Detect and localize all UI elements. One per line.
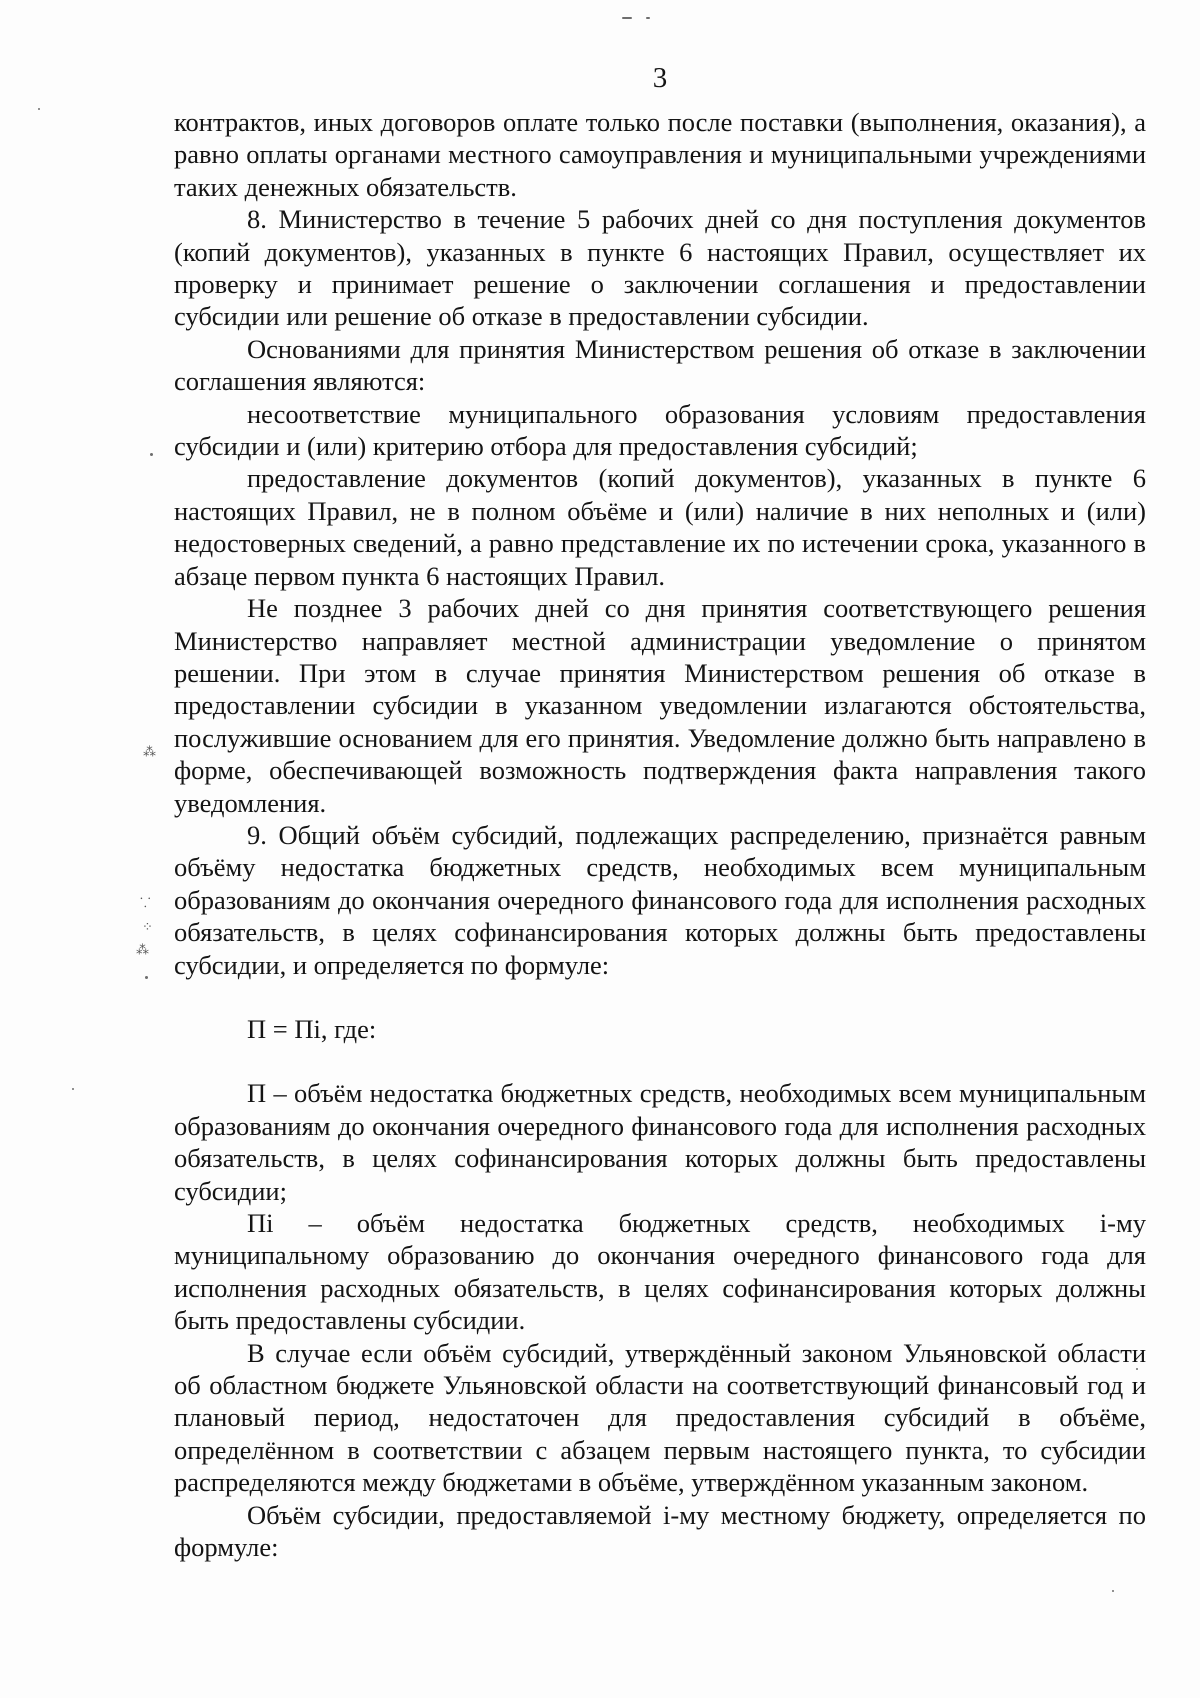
paragraph-insufficient-budget: В случае если объём субсидий, утверждённый законом Ульяновской области об областном бюджете Ульяновской области на соответствующий финансовый год и плановый период, недостаточен для предоставления субсидий в объёме, определённом в соответствии с абзацем первым настоящего пункта, то субсидии распределяются между бюджетами в объёме, утверждённом указанным законом. <box>174 1337 1146 1498</box>
document-body <box>174 106 1146 1563</box>
paragraph-notification: Не позднее 3 рабочих дней со дня принятия соответствующего решения Министерство направляет местной администрации уведомление о принятом решении. При этом в случае принятия Министерством решения об отказе в предоставлении субсидии в указанном уведомлении излагаются обстоятельства, послужившие основанием для его принятия. Уведомление должно быть направлено в форме, обеспечивающей возможность подтверждения факта направления такого уведомления. <box>174 593 1146 818</box>
scan-speck <box>1112 1590 1114 1592</box>
paragraph-definition-p: П – объём недостатка бюджетных средств, необходимых всем муниципальным образованиям до окончания очередного финансового года для исполнения расходных обязательств, в целях софинансирования которых должны быть предоставлены субсидии; <box>174 1078 1146 1206</box>
scan-speck <box>145 976 148 979</box>
scan-mark: ⁘ <box>142 920 153 935</box>
scan-speck <box>72 1088 74 1090</box>
scan-speck <box>646 17 650 19</box>
scan-speck <box>150 453 153 456</box>
scan-mark: ⁂ <box>136 943 149 958</box>
paragraph-item-9: 9. Общий объём субсидий, подлежащих распределению, признаётся равным объёму недостатка бюджетных средств, необходимых всем муниципальным образованиям до окончания очередного финансового года для исполнения расходных обязательств, в целях софинансирования которых должны быть предоставлены субсидии, и определяется по формуле: <box>174 819 1146 980</box>
scan-speck <box>622 17 632 19</box>
scan-mark: ⁂ <box>143 745 156 760</box>
scan-speck <box>1136 1368 1138 1370</box>
paragraph-continuation: контрактов, иных договоров оплате только после поставки (выполнения, оказания), а равно оплаты органами местного самоуправления и муниципальными учреждениями таких денежных обязательств. <box>174 107 1146 202</box>
paragraph-refusal-grounds: Основаниями для принятия Министерством решения об отказе в заключении соглашения являются: <box>174 333 1146 397</box>
page-number: 3 <box>652 62 668 94</box>
paragraph-ground-2: предоставление документов (копий документов), указанных в пункте 6 настоящих Правил, не в полном объёме и (или) наличие в них неполных и (или) недостоверных сведений, а равно представление их по истечении срока, указанного в абзаце первом пункта 6 настоящих Правил. <box>174 463 1146 591</box>
formula-line: П = Пi, где: <box>247 1013 377 1044</box>
paragraph-ground-1: несоответствие муниципального образования условиям предоставления субсидии и (или) критерию отбора для предоставления субсидий; <box>174 398 1146 462</box>
scan-speck <box>38 108 40 110</box>
paragraph-subsidy-formula-intro: Объём субсидии, предоставляемой i-му местному бюджету, определяется по формуле: <box>174 1499 1146 1563</box>
scan-mark: ⸪ <box>140 896 151 911</box>
paragraph-definition-pi: Пi – объём недостатка бюджетных средств, необходимых i-му муниципальному образованию до окончания очередного финансового года для исполнения расходных обязательств, в целях софинансирования которых должны быть предоставлены субсидии. <box>174 1208 1146 1336</box>
paragraph-item-8: 8. Министерство в течение 5 рабочих дней со дня поступления документов (копий документов), указанных в пункте 6 настоящих Правил, осуществляет их проверку и принимает решение о заключении соглашения и предоставлении субсидии или решение об отказе в предоставлении субсидии. <box>174 204 1146 332</box>
